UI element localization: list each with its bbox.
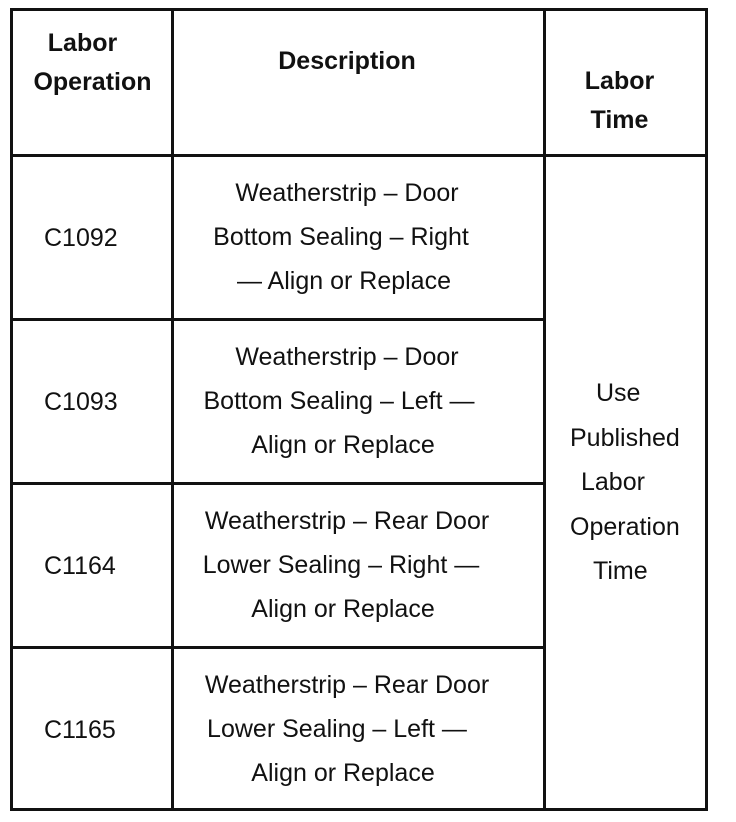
row-2-description-line-2: Bottom Sealing – Left — bbox=[203, 387, 475, 415]
labor-time-line-4: Operation bbox=[570, 512, 680, 541]
row-3-description bbox=[174, 499, 520, 631]
header-labor-operation-line-2: Operation bbox=[33, 68, 152, 96]
row-4-description bbox=[174, 663, 520, 795]
row-divider-1 bbox=[10, 318, 546, 321]
row-1-description-line-3: — Align or Replace bbox=[236, 267, 451, 295]
labor-time-value bbox=[562, 371, 680, 594]
table-top-border bbox=[10, 8, 708, 11]
row-4-description-line-1: Weatherstrip – Rear Door bbox=[204, 671, 490, 699]
header-description: Description bbox=[278, 47, 416, 75]
table-bottom-border bbox=[10, 808, 708, 811]
labor-time-line-1: Use bbox=[596, 379, 641, 407]
labor-time-line-2: Published bbox=[570, 423, 680, 452]
header-labor-time bbox=[546, 62, 693, 140]
header-bottom-border bbox=[10, 154, 708, 157]
header-labor-time-line-1: Labor bbox=[584, 67, 655, 95]
row-divider-2 bbox=[10, 482, 546, 485]
row-1-description-line-1: Weatherstrip – Door bbox=[235, 179, 459, 207]
row-4-description-line-3: Align or Replace bbox=[251, 759, 435, 787]
row-2-description-line-3: Align or Replace bbox=[251, 431, 435, 459]
row-4-description-line-2: Lower Sealing – Left — bbox=[207, 715, 467, 743]
row-1-labor-operation: C1092 bbox=[44, 224, 118, 252]
row-1-description bbox=[174, 171, 520, 303]
row-3-description-line-3: Align or Replace bbox=[251, 595, 435, 623]
table-left-border bbox=[10, 8, 13, 811]
row-2-labor-operation: C1093 bbox=[44, 388, 118, 416]
row-divider-3 bbox=[10, 646, 546, 649]
header-labor-time-line-2: Time bbox=[590, 106, 649, 134]
row-3-description-line-2: Lower Sealing – Right — bbox=[202, 551, 480, 579]
labor-time-line-3: Labor bbox=[581, 468, 645, 496]
row-1-description-line-2: Bottom Sealing – Right bbox=[213, 223, 469, 251]
row-4-labor-operation: C1165 bbox=[44, 716, 116, 744]
header-labor-operation-line-1: Labor bbox=[47, 29, 118, 57]
row-3-labor-operation: C1164 bbox=[44, 552, 116, 580]
row-2-description-line-1: Weatherstrip – Door bbox=[235, 343, 459, 371]
row-3-description-line-1: Weatherstrip – Rear Door bbox=[204, 507, 490, 535]
row-2-description bbox=[174, 335, 520, 467]
header-labor-operation bbox=[14, 24, 171, 102]
labor-time-line-5: Time bbox=[593, 557, 648, 585]
